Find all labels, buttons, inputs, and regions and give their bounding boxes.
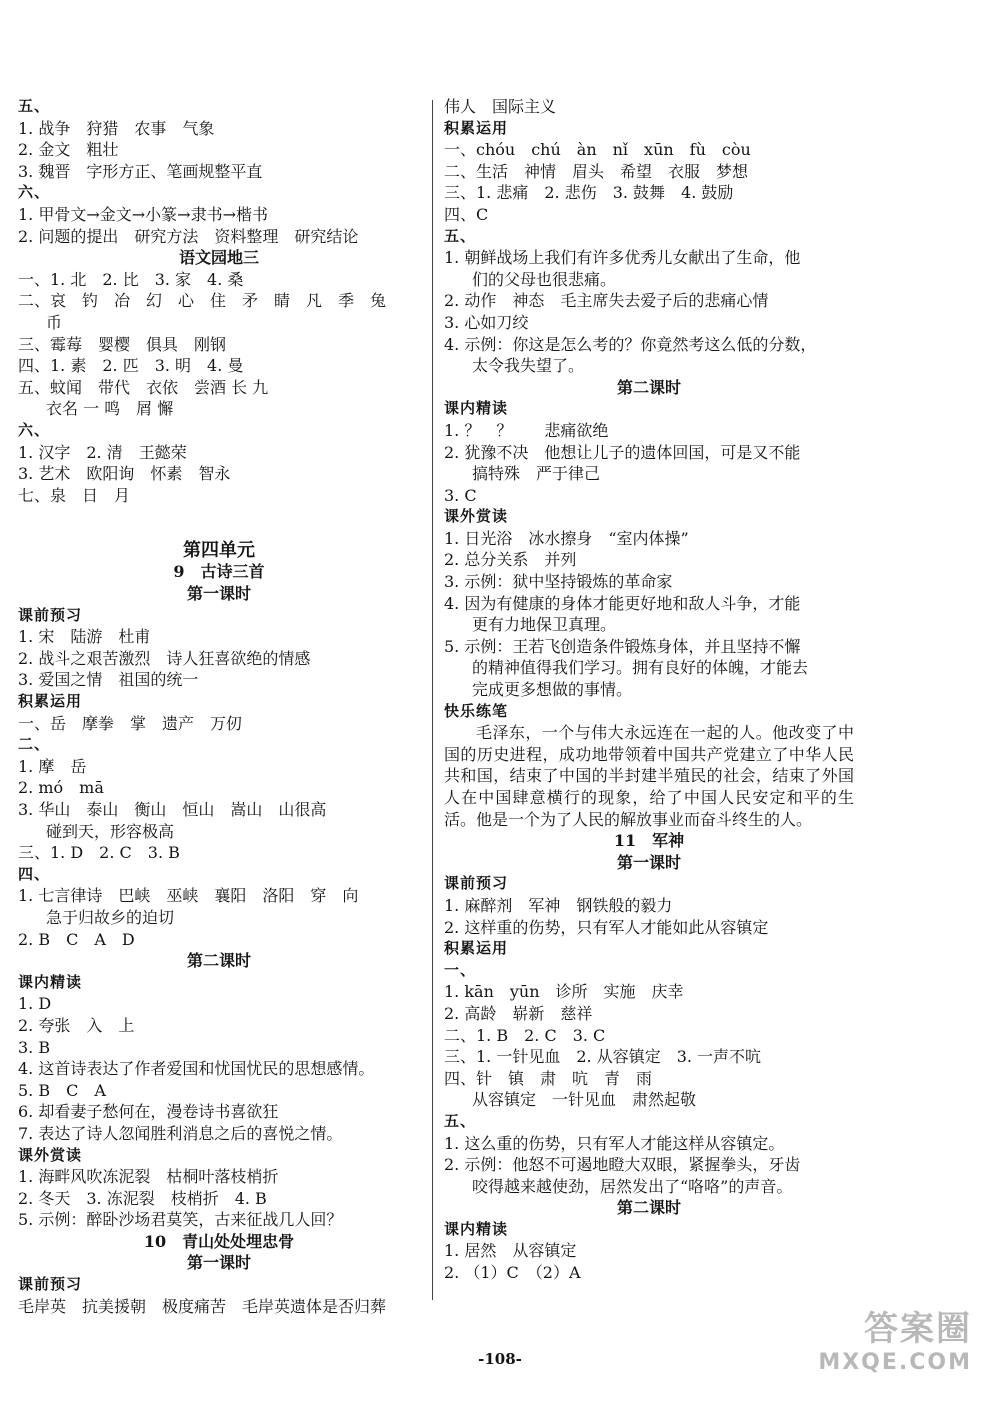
section-heading: 积累运用 [444, 939, 509, 958]
section-heading: 课前预习 [18, 605, 83, 624]
answer-line: 1. 甲骨文→金文→小篆→隶书→楷书 [18, 204, 268, 224]
answer-line: 从容镇定 一针见血 肃然起敬 [472, 1090, 697, 1110]
answer-line: 1. 宋 陆游 杜甫 [18, 627, 151, 647]
lesson-title: 10 青山处处埋忠骨 [143, 1231, 295, 1251]
answer-line: 太令我失望了。 [472, 356, 585, 376]
section-heading: 课内精读 [444, 1219, 509, 1238]
answer-line: 一、岳 摩拳 掌 遗产 万仞 [18, 713, 243, 733]
lesson-title: 第二课时 [616, 377, 681, 397]
lesson-title: 第一课时 [186, 584, 251, 604]
answer-line: 2. 动作 神态 毛主席失去爱子后的悲痛心情 [444, 291, 769, 311]
answer-line: 3. B [18, 1037, 51, 1057]
answer-line: 2. 夸张 入 上 [18, 1015, 135, 1035]
answer-line: 七、泉 日 月 [18, 485, 131, 505]
answer-line: 咬得越来越使劲，居然发出了“咯咯”的声音。 [472, 1176, 793, 1196]
answer-line: 1. 汉字 2. 清 王懿荣 [18, 442, 187, 462]
answer-line: 2. 这样重的伤势，只有军人才能如此从容镇定 [444, 917, 769, 937]
answer-line: 五、蚊闻 带代 衣依 尝酒 长 九 [18, 377, 269, 397]
answer-line: 3. 华山 泰山 衡山 恒山 嵩山 山很高 [18, 800, 327, 819]
answer-line: 三、1. 一针见血 2. 从容镇定 3. 一声不吭 [444, 1047, 762, 1067]
section-heading: 五、 [18, 97, 51, 115]
lesson-title: 11 军神 [613, 831, 685, 851]
answer-line: 一、1. 北 2. 比 3. 家 4. 桑 [18, 269, 244, 289]
answer-line: 4. 因为有健康的身体才能更好地和敌人斗争，才能 [444, 593, 801, 613]
answer-line: 4. 示例：你这是怎么考的？你竟然考这么低的分数， [444, 334, 817, 354]
answer-line: 完成更多想做的事情。 [472, 680, 633, 700]
answer-line: 5. 示例：醉卧沙场君莫笑，古来征战几人回？ [18, 1210, 343, 1230]
answer-line: 一、chóu chú àn nǐ xūn fù còu [444, 140, 751, 160]
answer-line: 四、1. 素 2. 匹 3. 明 4. 曼 [18, 356, 244, 376]
answer-line: 1. kān yūn 诊所 实施 庆幸 [444, 982, 684, 1002]
answer-line: 2. 冬天 3. 冻泥裂 枝梢折 4. B [18, 1188, 267, 1208]
answer-line: 1. 七言律诗 巴峡 巫峡 襄阳 洛阳 穿 向 [18, 886, 359, 906]
answer-line: 3. 艺术 欧阳询 怀素 智永 [18, 464, 231, 484]
answer-line: 2. 总分关系 并列 [444, 550, 577, 570]
answer-line: 2. 问题的提出 研究方法 资料整理 研究结论 [18, 226, 359, 246]
answer-line: 1. 朝鲜战场上我们有许多优秀儿女献出了生命，他 [444, 248, 801, 268]
answer-line: 4. 这首诗表达了作者爱国和忧国忧民的思想感情。 [18, 1059, 375, 1079]
answer-line: 3. 示例：狱中坚持锻炼的革命家 [444, 572, 673, 592]
watermark-logo [818, 1301, 972, 1375]
section-heading: 快乐练笔 [444, 701, 509, 720]
answer-line: 三、1. 悲痛 2. 悲伤 3. 鼓舞 4. 鼓励 [444, 183, 734, 203]
lesson-title: 语文园地三 [178, 248, 259, 268]
lesson-title: 第一课时 [186, 1253, 251, 1273]
column-divider [432, 100, 433, 1300]
lesson-title: 第四单元 [183, 539, 255, 561]
watermark-url: MXQE.COM [818, 1350, 972, 1375]
answer-line: 们的父母也很悲痛。 [472, 269, 617, 289]
answer-line: 急于归故乡的迫切 [46, 907, 175, 927]
section-heading: 课前预习 [444, 874, 509, 893]
answer-line: 2. 战斗之艰苦激烈 诗人狂喜欲绝的情感 [18, 648, 311, 668]
answer-line: 毛岸英 抗美援朝 极度痛苦 毛岸英遗体是否归葬 [18, 1296, 387, 1316]
answer-line [18, 506, 420, 528]
answer-line: 1. ？ ？ 悲痛欲绝 [444, 420, 609, 440]
right-column [444, 96, 854, 1284]
answer-line: 7. 表达了诗人忽闻胜利消息之后的喜悦之情。 [18, 1123, 343, 1143]
section-heading: 五、 [444, 226, 477, 245]
answer-line: 3. 爱国之情 祖国的统一 [18, 670, 199, 690]
answer-line: 2. B C A D [18, 929, 135, 949]
section-heading: 课内精读 [444, 399, 509, 418]
section-heading: 六、 [18, 420, 51, 439]
answer-line: 1. D [18, 994, 52, 1014]
answer-line: 1. 摩 岳 [18, 756, 87, 776]
essay-paragraph: 毛泽东，一个与伟大永远连在一起的人。他改变了中国的历史进程，成功地带领着中国共产党建立了中华人民共和国，结束了中国的半封建半殖民的社会，结束了外国人在中国肆意横行的现象，给了中国人民安定和平的生活。他是一个为了人民的解放事业而奋斗终生的人。 [444, 723, 854, 829]
section-heading: 积累运用 [444, 118, 509, 137]
answer-line: 2. （1）C （2）A [444, 1263, 581, 1283]
answer-line: 2. 示例：他怒不可遏地瞪大双眼，紧握拳头，牙齿 [444, 1155, 801, 1175]
answer-line: 3. 心如刀绞 [444, 312, 529, 332]
section-heading: 四、 [18, 864, 51, 883]
answer-line: 四、C [444, 204, 489, 224]
answer-line: 碰到天，形容极高 [46, 821, 175, 841]
answer-line: 币 [46, 312, 63, 332]
answer-line: 二、生活 神情 眉头 希望 衣服 梦想 [444, 161, 749, 181]
section-heading: 一、 [444, 960, 477, 979]
answer-line: 的精神值得我们学习。拥有良好的体魄，才能去 [472, 658, 809, 678]
answer-line: 1. 这么重的伤势，只有军人才能这样从容镇定。 [444, 1133, 785, 1153]
answer-line: 3. 魏晋 字形方正、笔画规整平直 [18, 161, 263, 181]
lesson-title: 9 古诗三首 [173, 562, 265, 582]
answer-line: 5. B C A [18, 1080, 106, 1100]
watermark-title: 答案圈 [864, 1309, 972, 1349]
answer-line: 2. mó mā [18, 778, 104, 798]
section-heading: 五、 [444, 1111, 477, 1130]
answer-line: 1. 居然 从容镇定 [444, 1241, 577, 1261]
lesson-title: 第一课时 [616, 852, 681, 872]
section-heading: 积累运用 [18, 692, 83, 711]
answer-line: 三、霉莓 婴樱 俱具 刚钢 [18, 334, 227, 354]
section-heading: 课内精读 [18, 972, 83, 991]
section-heading: 六、 [18, 183, 51, 202]
answer-line: 1. 战争 狩猎 农事 气象 [18, 118, 215, 138]
answer-line: 5. 示例：王若飞创造条件锻炼身体，并且坚持不懈 [444, 636, 801, 656]
answer-line: 衣名 一 鸣 屑 懈 [46, 399, 174, 419]
answer-line: 伟人 国际主义 [444, 97, 557, 116]
answer-line: 四、针 镇 肃 吭 青 雨 [444, 1068, 653, 1088]
answer-line: 2. 金文 粗壮 [18, 140, 119, 160]
answer-line: 更有力地保卫真理。 [472, 615, 617, 635]
answer-line: 三、1. D 2. C 3. B [18, 843, 180, 863]
section-heading: 课前预习 [18, 1275, 83, 1294]
answer-line: 6. 却看妻子愁何在，漫卷诗书喜欲狂 [18, 1102, 279, 1122]
answer-line: 2. 犹豫不决 他想让儿子的遗体回国，可是又不能 [444, 442, 801, 462]
answer-line: 二、1. B 2. C 3. C [444, 1025, 606, 1045]
section-heading: 二、 [18, 735, 51, 754]
answer-line: 二、哀 钓 冶 幻 心 住 矛 睛 凡 季 兔 [18, 291, 387, 311]
section-heading: 课外赏读 [444, 507, 509, 526]
answer-line: 3. C [444, 485, 477, 505]
lesson-title: 第二课时 [616, 1198, 681, 1218]
answer-line: 1. 日光浴 冰水擦身 “室内体操” [444, 528, 689, 548]
page-number: -108- [478, 1350, 522, 1368]
left-column [18, 96, 420, 1317]
lesson-title: 第二课时 [186, 951, 251, 971]
answer-line: 1. 海畔风吹冻泥裂 枯桐叶落枝梢折 [18, 1167, 279, 1187]
section-heading: 课外赏读 [18, 1145, 83, 1164]
answer-line: 搞特殊 严于律己 [472, 464, 601, 484]
answer-line: 2. 高龄 崭新 慈祥 [444, 1003, 593, 1023]
answer-line: 1. 麻醉剂 军神 钢铁般的毅力 [444, 895, 673, 915]
